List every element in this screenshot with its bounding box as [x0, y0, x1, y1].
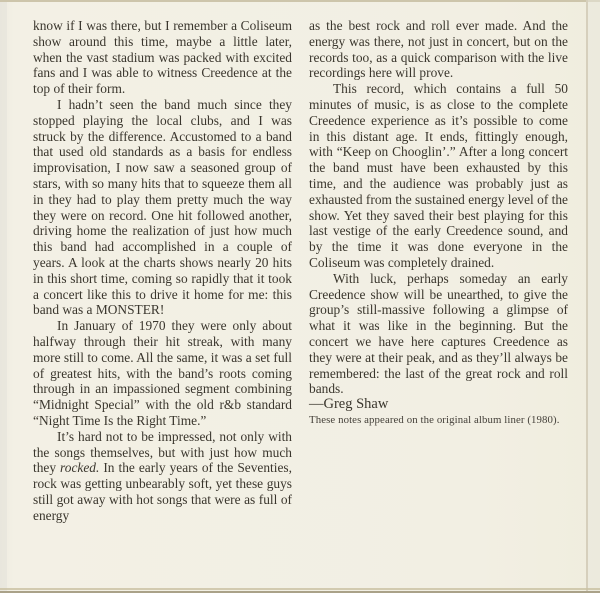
body-text: With luck, perhaps someday an early Creedence show will be unearthed, to give the group’s still-massive following a glimpse of what it was like in the beginning. But the concert we have here captures Creedence as they were at their peak, and as they’ll always be remembered: the last of the great rock and roll bands. — [309, 270, 568, 397]
scan-edge-left — [0, 0, 7, 593]
emphasized-text: rocked. — [60, 460, 100, 476]
body-text: In the early years of the Seventies, rock was getting unbearably soft, yet these guys still got away with hot songs that were as full of energy — [33, 460, 292, 523]
body-text: know if I was there, but I remember a Coliseum show around this time, maybe a little later, when the vast stadium was packed with excited fans and I was able to witness Creedence at the top of their form. — [33, 18, 292, 97]
body-text: I hadn’t seen the band much since they stopped playing the local clubs, and I was struck by the difference. Accustomed to a band that used old standards as a basis for endless improvisation, I now saw a seasoned group of stars, with so many hits that to squeeze them all in they had to play them pretty much the way they were on record. One hit followed another, driving home the realization of just how much this band had accomplished in a couple of years. A look at the charts shows nearly 20 hits in this short time, coming so rapidly that it took a concert like this to drive it home for me: this band was a MONSTER! — [33, 96, 292, 318]
text-column-right — [309, 18, 568, 524]
body-text: In January of 1970 they were only about halfway through their hit streak, with many more still to come. All the same, it was a set full of greatest hits, with the band’s roots coming through in an impassioned segment combining “Midnight Special” with the old r&b standard “Night Time Is the Right Time.” — [33, 318, 292, 428]
scan-edge-top — [0, 0, 600, 2]
paragraph — [33, 318, 292, 429]
footnote: These notes appeared on the original album liner (1980). — [309, 413, 560, 426]
body-text: This record, which contains a full 50 minutes of music, is as close to the complete Creedence experience as it’s possible to come in this distant age. It ends, fittingly enough, with “Keep on Chooglin’.” After a long concert the band must have been exhausted by this time, and the audience was probably just as exhausted from the sustained energy level of the show. Yet they saved their best playing for this last vestige of the early Creedence sound, and by the time it was done everyone in the Coliseum was completely drained. — [309, 81, 568, 270]
scan-edge-right — [588, 0, 600, 593]
paragraph — [309, 271, 568, 397]
liner-notes-text — [33, 18, 568, 524]
paragraph — [33, 429, 292, 524]
paragraph — [33, 97, 292, 318]
paragraph — [33, 18, 292, 97]
scan-edge-bottom-line — [0, 588, 600, 590]
paragraph — [309, 81, 568, 271]
body-text: It’s hard not to be impressed, not only with the songs themselves, but with just how much they — [33, 428, 292, 476]
paragraph — [309, 18, 568, 81]
author-signature: —Greg Shaw — [309, 396, 389, 413]
body-text: as the best rock and roll ever made. And the energy was there, not just in concert, but on the records too, as a quick comparison with the live recordings here will prove. — [309, 18, 568, 81]
text-column-left — [33, 18, 292, 524]
